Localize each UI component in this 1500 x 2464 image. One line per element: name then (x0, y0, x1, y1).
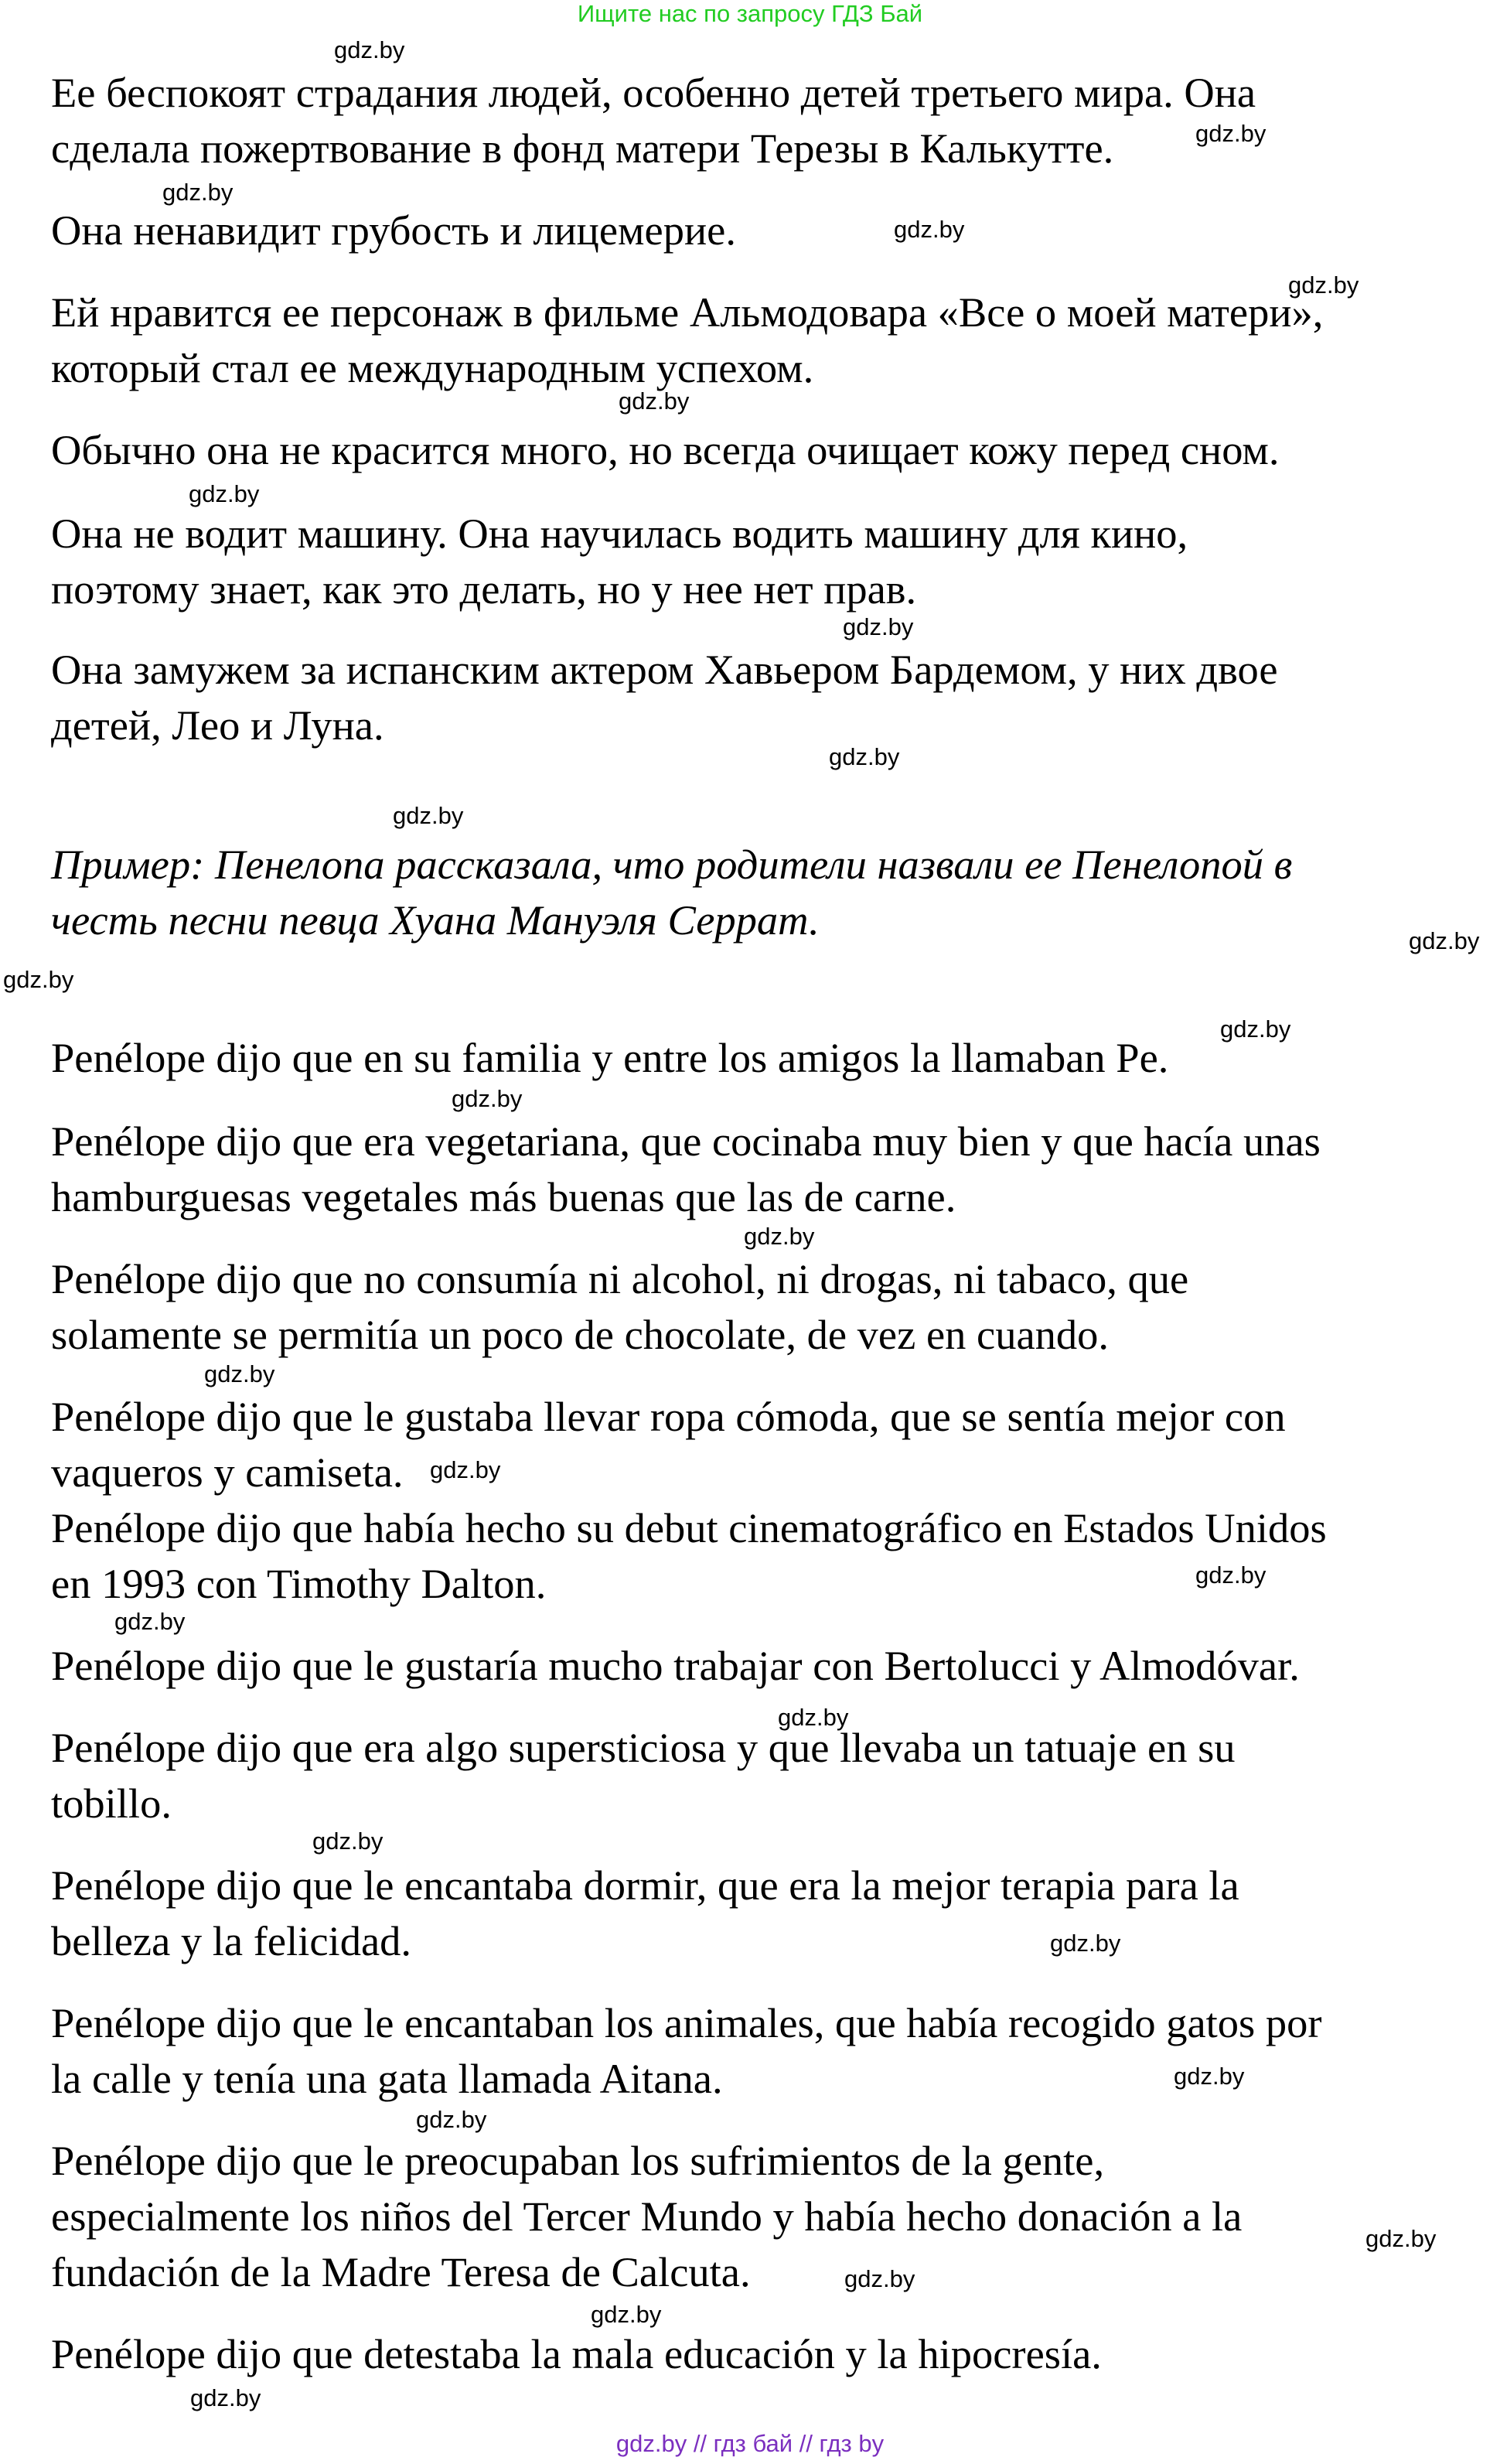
paragraph-ru-2 (51, 203, 1427, 258)
watermark: gdz.by (190, 2384, 261, 2411)
watermark: gdz.by (843, 613, 914, 640)
paragraph-ru-5 (51, 506, 1427, 617)
paragraph-line: Пример: Пенелопа рассказала, что родители назвали ее Пенелопой в (51, 841, 1293, 888)
watermark: gdz.by (204, 1360, 275, 1387)
watermark: gdz.by (894, 216, 965, 243)
paragraph-es-11 (51, 2326, 1427, 2382)
watermark: gdz.by (844, 2265, 915, 2292)
paragraph-es-8 (51, 1858, 1427, 1969)
paragraph-line: solamente se permitía un poco de chocolate, de vez en cuando. (51, 1311, 1110, 1358)
paragraph-es-3 (51, 1251, 1427, 1363)
watermark: gdz.by (1050, 1930, 1121, 1957)
paragraph-line: especialmente los niños del Tercer Mundo y había hecho donación a la (51, 2193, 1243, 2240)
paragraph-line: Penélope dijo que era algo supersticiosa y que llevaba un tatuaje en su (51, 1724, 1236, 1771)
paragraph-es-2 (51, 1114, 1427, 1225)
paragraph-line: Обычно она не красится много, но всегда очищает кожу перед сном. (51, 426, 1280, 473)
paragraph-line: детей, Лео и Луна. (51, 701, 384, 749)
paragraph-line: en 1993 con Timothy Dalton. (51, 1560, 547, 1607)
watermark: gdz.by (591, 2301, 662, 2328)
example-paragraph (51, 837, 1427, 948)
paragraph-line: Она ненавидит грубость и лицемерие. (51, 206, 736, 254)
watermark: gdz.by (829, 743, 900, 770)
paragraph-line: Penélope dijo que le gustaba llevar ropa cómoda, que se sentía mejor con (51, 1393, 1286, 1440)
paragraph-es-6 (51, 1638, 1427, 1694)
paragraph-line: Penélope dijo que le gustaría mucho trabajar con Bertolucci y Almodóvar. (51, 1642, 1300, 1689)
paragraph-line: Penélope dijo que le encantaban los animales, que había recogido gatos por (51, 1999, 1322, 2046)
paragraph-line: belleza y la felicidad. (51, 1917, 412, 1964)
paragraph-line: Penélope dijo que en su familia y entre los amigos la llamaban Pe. (51, 1034, 1169, 1081)
paragraph-line: Penélope dijo que le encantaba dormir, que era la mejor terapia para la (51, 1862, 1239, 1909)
paragraph-es-4 (51, 1389, 1427, 1500)
paragraph-line: Penélope dijo que no consumía ni alcohol, ni drogas, ni tabaco, que (51, 1255, 1189, 1302)
watermark: gdz.by (312, 1828, 384, 1855)
watermark: gdz.by (162, 179, 234, 206)
paragraph-es-7 (51, 1720, 1427, 1831)
paragraph-ru-3 (51, 285, 1427, 396)
header-search-hint[interactable]: Ищите нас по запросу ГДЗ Бай (577, 0, 923, 27)
paragraph-es-9 (51, 1995, 1427, 2107)
paragraph-line: Ей нравится ее персонаж в фильме Альмодовара «Все о моей матери», (51, 288, 1324, 336)
watermark: gdz.by (416, 2106, 487, 2133)
paragraph-line: сделала пожертвование в фонд матери Терезы в Калькутте. (51, 125, 1114, 172)
paragraph-line: честь песни певца Хуана Мануэля Серрат. (51, 896, 820, 944)
watermark: gdz.by (1365, 2225, 1437, 2252)
paragraph-ru-4 (51, 422, 1427, 478)
paragraph-line: fundación de la Madre Teresa de Calcuta. (51, 2248, 751, 2295)
watermark: gdz.by (3, 966, 74, 993)
paragraph-line: поэтому знает, как это делать, но у нее нет прав. (51, 565, 917, 613)
paragraph-line: Она не водит машину. Она научилась водить машину для кино, (51, 510, 1188, 557)
watermark: gdz.by (1288, 271, 1359, 299)
paragraph-line: Она замужем за испанским актером Хавьером Бардемом, у них двое (51, 646, 1278, 693)
paragraph-es-10 (51, 2133, 1427, 2300)
watermark: gdz.by (744, 1223, 815, 1250)
paragraph-line: Penélope dijo que había hecho su debut cinematográfico en Estados Unidos (51, 1504, 1327, 1551)
paragraph-line: Penélope dijo que le preocupaban los sufrimientos de la gente, (51, 2137, 1105, 2184)
watermark: gdz.by (778, 1704, 849, 1731)
watermark: gdz.by (334, 36, 405, 63)
watermark: gdz.by (189, 480, 260, 507)
watermark: gdz.by (393, 802, 464, 829)
paragraph-line: la calle y tenía una gata llamada Aitana. (51, 2055, 723, 2102)
watermark: gdz.by (114, 1608, 186, 1635)
watermark: gdz.by (1409, 927, 1480, 954)
watermark: gdz.by (1195, 1561, 1266, 1589)
watermark: gdz.by (1220, 1015, 1291, 1043)
paragraph-line: Penélope dijo que detestaba la mala educación y la hipocresía. (51, 2330, 1102, 2377)
watermark: gdz.by (452, 1085, 523, 1112)
paragraph-line: vaqueros y camiseta. (51, 1449, 404, 1496)
paragraph-line: который стал ее международным успехом. (51, 344, 814, 391)
paragraph-line: hamburguesas vegetales más buenas que las de carne. (51, 1173, 956, 1220)
paragraph-line: Penélope dijo que era vegetariana, que cocinaba muy bien y que hacía unas (51, 1118, 1321, 1165)
watermark: gdz.by (430, 1456, 501, 1483)
footer-links[interactable]: gdz.by // гдз бай // гдз by (615, 2430, 885, 2457)
paragraph-es-5 (51, 1500, 1427, 1612)
paragraph-line: tobillo. (51, 1780, 172, 1827)
paragraph-ru-6 (51, 642, 1427, 753)
paragraph-line: Ее беспокоят страдания людей, особенно детей третьего мира. Она (51, 69, 1256, 116)
watermark: gdz.by (1174, 2063, 1245, 2090)
watermark: gdz.by (1195, 120, 1266, 147)
watermark: gdz.by (619, 387, 690, 415)
